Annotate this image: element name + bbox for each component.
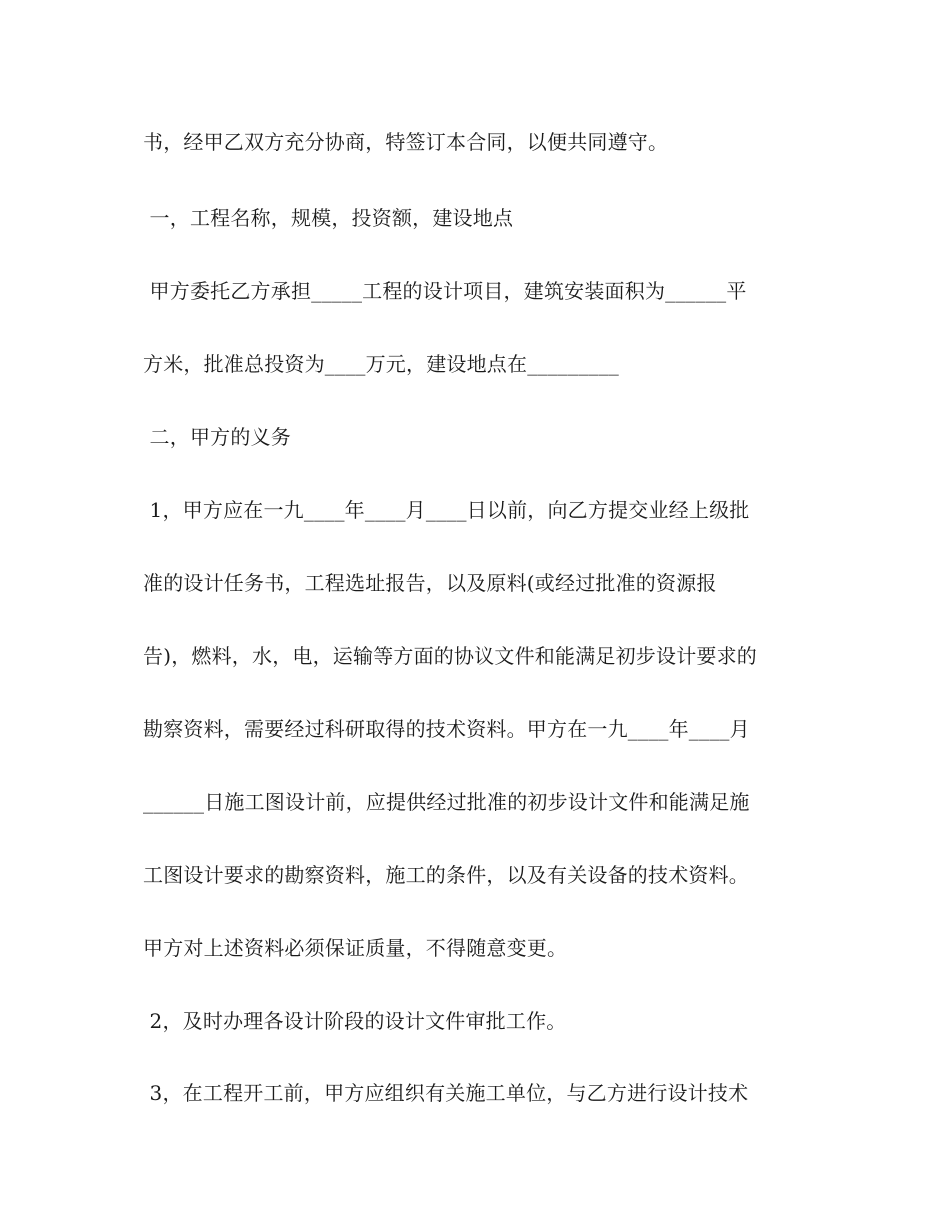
paragraph-line: 勘察资料，需要经过科研取得的技术资料。甲方在一九____年____月 bbox=[143, 717, 750, 741]
paragraph-line: 工图设计要求的勘察资料，施工的条件，以及有关设备的技术资料。 bbox=[143, 863, 749, 887]
paragraph-line: 甲方委托乙方承担_____工程的设计项目，建筑安装面积为______平 bbox=[143, 279, 747, 303]
paragraph-line: 1，甲方应在一九____年____月____日以前，向乙方提交业经上级批 bbox=[143, 498, 750, 522]
paragraph-line: 3，在工程开工前，甲方应组织有关施工单位，与乙方进行设计技术 bbox=[143, 1081, 749, 1105]
section-heading: 二，甲方的义务 bbox=[143, 425, 291, 449]
paragraph-line: ______日施工图设计前，应提供经过批准的初步设计文件和能满足施 bbox=[143, 790, 750, 814]
paragraph-line: 告)，燃料，水，电，运输等方面的协议文件和能满足初步设计要求的 bbox=[143, 644, 758, 668]
paragraph-line: 方米，批准总投资为____万元，建设地点在_________ bbox=[143, 352, 619, 376]
paragraph-line: 书，经甲乙双方充分协商，特签订本合同，以便共同遵守。 bbox=[143, 130, 669, 154]
paragraph-line: 甲方对上述资料必须保证质量，不得随意变更。 bbox=[143, 936, 568, 960]
paragraph-line: 准的设计任务书，工程选址报告，以及原料(或经过批准的资源报 bbox=[143, 571, 717, 595]
section-heading: 一，工程名称，规模，投资额，建设地点 bbox=[143, 206, 514, 230]
paragraph-line: 2，及时办理各设计阶段的设计文件审批工作。 bbox=[143, 1009, 567, 1033]
